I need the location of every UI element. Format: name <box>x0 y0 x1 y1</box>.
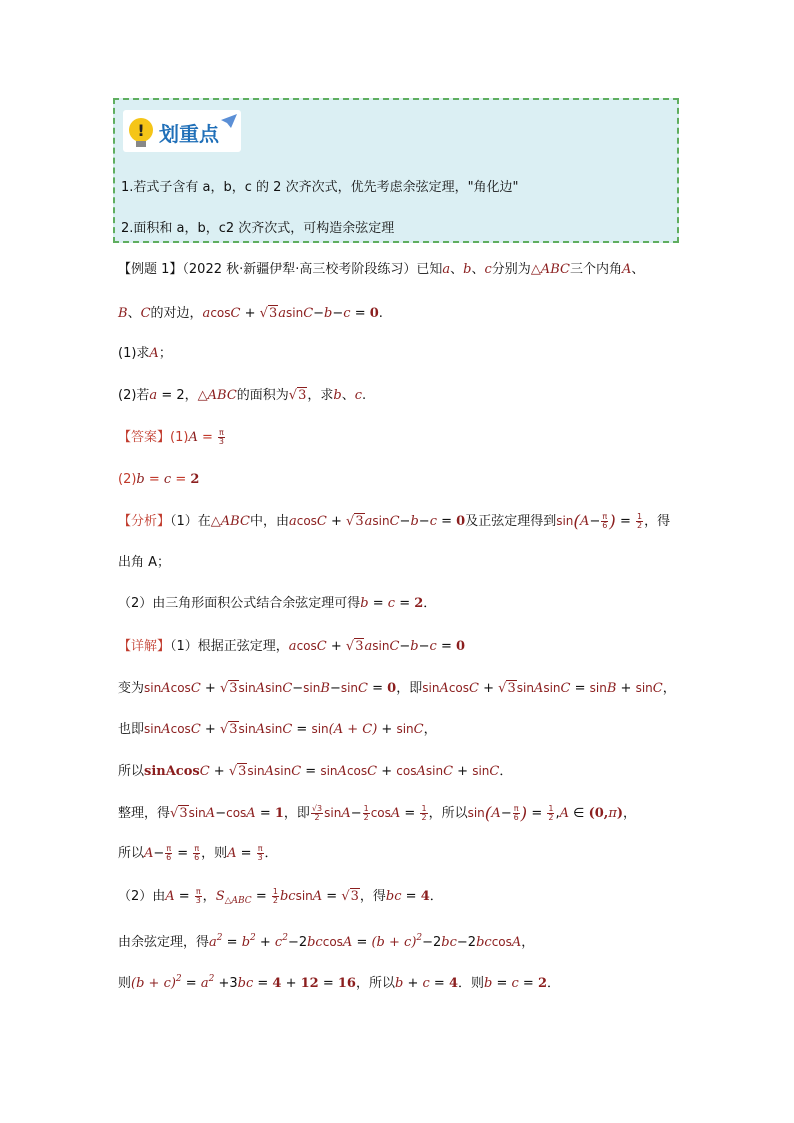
svg-text:!: ! <box>137 121 145 140</box>
question-2: (2)若a = 2，△ABC的面积为√3，求b、c. <box>118 388 367 403</box>
detail-line-2: 变为sinAcosC + √3sinAsinC−sinB−sinC = 0，即sinAcosC + √3sinAsinC = sinB + sinC， <box>118 681 676 696</box>
answer-label: 【答案】 <box>118 430 171 445</box>
detail-line-6: 所以A− $\frac{\pi}{6}$ = $\frac{\pi}{6}$ ，则A = $\frac{\pi}{3}$ ． <box>118 844 278 862</box>
tip-line-2: 2.面积和 a，b，c2 次齐次式，可构造余弦定理 <box>121 221 395 236</box>
detail-line-7: （2）由A = $\frac{\pi}{3}$ ，$S_{\triangle ABC}$ = $\frac{1}{2}$ bcsinA = √3，得bc = 4． <box>118 887 443 906</box>
detail-line-3: 也即sinAcosC + √3sinAsinC = sin(A + C) + sinC， <box>118 722 437 737</box>
key-points-box <box>113 98 679 243</box>
analysis-label: 【分析】 <box>118 514 171 529</box>
logo-text: 划重点 <box>159 122 219 146</box>
key-points-logo <box>123 108 241 154</box>
example-line-2: B、C的对边，acosC + √3asinC−b−c = 0. <box>118 306 383 321</box>
detail-line-4: 所以sinAcosC + √3sinAsinC = sinAcosC + cosAsinC + sinC． <box>118 764 513 779</box>
question-1: (1)求A； <box>118 346 172 361</box>
detail-label: 【详解】 <box>118 639 171 654</box>
detail-line-1: 【详解】（1）根据正弦定理，acosC + √3asinC−b−c = 0 <box>118 639 466 654</box>
answer-2: (2)b = c = 2 <box>118 472 200 487</box>
analysis-line-2: 出角 A； <box>118 555 171 570</box>
detail-line-9: 则$(b + c)^2 = a^2 +3bc = 4 + 12 = 16$，所以b + c = 4．则b = c = 2． <box>118 974 561 991</box>
detail-line-5: 整理，得√3sinA−cosA = 1，即 $\frac{√3}{2}$ sinA− $\frac{1}{2}$ cosA = $\frac{1}{2}$ ，所以sin(A− $\frac{\pi}{6}$ ) = $\frac{1}{2}$ ,A ∈ (0,π)， <box>118 804 637 824</box>
analysis-line-1: 【分析】（1）在△ABC中，由acosC + √3asinC−b−c = 0及正弦定理得到sin(A− $\frac{\pi}{6}$ ) = $\frac{1}{2}$ ，得 <box>118 512 671 532</box>
example-line-1: 【例题 1】（2022 秋·新疆伊犁·高三校考阶段练习）已知a、b、c分别为△ABC三个内角A、 <box>118 262 645 277</box>
detail-line-8: 由余弦定理，得$a^2 = b^2 + c^2-2bccosA = (b + c)^2-2bc-2bccosA$， <box>118 933 535 950</box>
tip-line-1: 1.若式子含有 a，b，c 的 2 次齐次式，优先考虑余弦定理，"角化边" <box>121 180 519 195</box>
answer-1: 【答案】(1)A = $\frac{\pi}{3}$ <box>118 428 224 446</box>
analysis-line-3: （2）由三角形面积公式结合余弦定理可得b = c = 2． <box>118 596 437 611</box>
example-label: 【例题 1】 <box>118 262 183 277</box>
